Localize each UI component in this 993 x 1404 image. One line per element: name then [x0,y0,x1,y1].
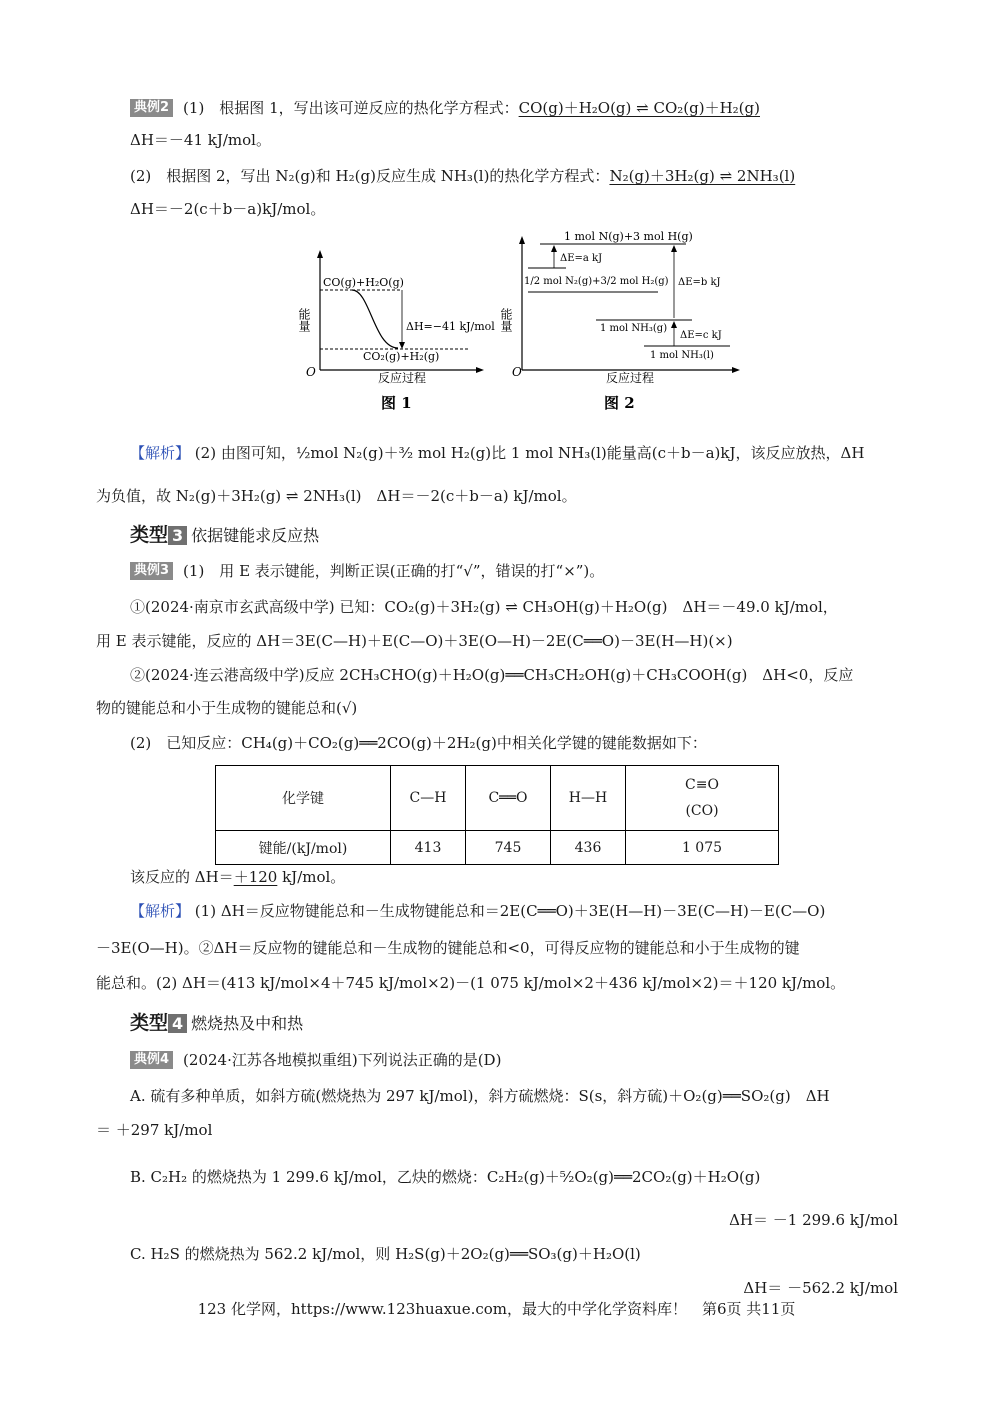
fig1-caption: 图 1 [381,394,412,412]
example4-stem: 典例4 (2024·江苏各地模拟重组)下列说法正确的是(D) [130,1049,501,1071]
example2-dh2: ΔH＝－2(c＋b－a)kJ/mol。 [130,200,326,218]
page-footer: 123 化学网，https://www.123huaxue.com，最大的中学化学资料库！ 第6页 共11页 [197,1300,796,1318]
fig2-caption: 图 2 [604,394,635,412]
example2-answer1: CO(g)＋H₂O(g) ⇌ CO₂(g)＋H₂(g) [518,99,760,117]
example2-tag: 典例2 [130,99,173,117]
option-c-line1: C. H₂S 的燃烧热为 562.2 kJ/mol，则 H₂S(g)＋2O₂(g)══SO₃(g)＋H₂O(l) [130,1245,641,1263]
option-b-line1: B. C₂H₂ 的燃烧热为 1 299.6 kJ/mol，乙炔的燃烧：C₂H₂(g)＋⁵⁄₂O₂(g)══2CO₂(g)＋H₂O(g) [130,1168,761,1186]
table-header-bond: 化学键 [216,766,391,831]
fig1-ylabel: 能量 [297,308,311,332]
example3-item2a: ②(2024·连云港高级中学)反应 2CH₃CHO(g)＋H₂O(g)══CH₃CH₂OH(g)＋CH₃COOH(g) ΔH<0，反应 [130,666,854,684]
fig2-eb: ΔE=b kJ [678,277,721,288]
analysis2-line2: －3E(O—H)。②ΔH＝反应物的键能总和－生成物的键能总和<0，可得反应物的键能总和小于生成物的键 [96,939,800,957]
svg-text:O: O [512,365,522,379]
fig2-ylabel: 能量 [499,308,513,332]
example3-answer: 该反应的 ΔH＝＋120 kJ/mol。 [130,868,346,886]
figure-2 [499,228,748,418]
svg-text:O: O [306,365,316,379]
example2-q1: 典例2 (1) 根据图 1，写出该可逆反应的热化学方程式：CO(g)＋H₂O(g) ⇌ CO₂(g)＋H₂(g) [130,97,760,119]
example2-q2: (2) 根据图 2，写出 N₂(g)和 H₂(g)反应生成 NH₃(l)的热化学方程式：N₂(g)＋3H₂(g) ⇌ 2NH₃(l) [130,167,796,185]
fig1-products: CO₂(g)+H₂(g) [363,350,440,363]
fig2-ec: ΔE=c kJ [680,330,722,341]
fig2-nh3l: 1 mol NH₃(l) [650,350,714,361]
example3-item1a: ①(2024·南京市玄武高级中学) 已知：CO₂(g)＋3H₂(g) ⇌ CH₃OH(g)＋H₂O(g) ΔH＝－49.0 kJ/mol， [130,598,838,616]
analysis1-line1: 【解析】 (2) 由图可知，½mol N₂(g)＋³⁄₂ mol H₂(g)比 1 mol NH₃(l)能量高(c＋b－a)kJ，该反应放热，ΔH [130,444,865,462]
fig2-nh3g: 1 mol NH₃(g) [600,323,668,334]
example2-answer2: N₂(g)＋3H₂(g) ⇌ 2NH₃(l) [609,167,796,185]
fig1-dh: ΔH=−41 kJ/mol [406,320,495,333]
example3-item2b: 物的键能总和小于生成物的键能总和(√) [96,699,358,717]
fig1-xlabel: 反应过程 [378,371,427,385]
fig2-xlabel: 反应过程 [606,371,655,385]
option-a-line2: ＝ ＋297 kJ/mol [96,1121,213,1139]
example2-dh1: ΔH＝－41 kJ/mol。 [130,131,271,149]
example3-q1: 典例3 (1) 用 E 表示键能，判断正误(正确的打“√”，错误的打“×”)。 [130,560,604,582]
type3-heading: 类型 3 依据键能求反应热 [130,524,320,546]
analysis2-line3: 能总和。(2) ΔH＝(413 kJ/mol×4＋745 kJ/mol×2)－(1 075 kJ/mol×2＋436 kJ/mol×2)＝＋120 kJ/mol。 [96,974,846,992]
fig1-reactants: CO(g)+H₂O(g) [323,276,404,289]
example4-tag: 典例4 [130,1051,173,1069]
table-row-label: 键能/(kJ/mol) [216,831,391,865]
fig2-mid: 1/2 mol N₂(g)+3/2 mol H₂(g) [524,276,669,287]
bond-energy-table: 化学键 C—H C══O H—H C≡O (CO) 键能/(kJ/mol) 413 745 436 1 075 [215,765,779,865]
fig2-top: 1 mol N(g)+3 mol H(g) [564,230,693,243]
example3-tag: 典例3 [130,562,173,580]
type4-heading: 类型 4 燃烧热及中和热 [130,1012,304,1034]
option-c-line2: ΔH＝ －562.2 kJ/mol [743,1279,898,1297]
example3-item1b: 用 E 表示键能，反应的 ΔH＝3E(C—H)＋E(C—O)＋3E(O—H)－2E(C══O)－3E(H—H)(×) [96,632,733,650]
option-b-line2: ΔH＝ －1 299.6 kJ/mol [729,1211,898,1229]
fig2-ea: ΔE=a kJ [560,253,603,264]
example3-q2: (2) 已知反应：CH₄(g)＋CO₂(g)══2CO(g)＋2H₂(g)中相关化学键的键能数据如下： [130,734,707,752]
figure-1 [298,248,498,418]
analysis1-line2: 为负值，故 N₂(g)＋3H₂(g) ⇌ 2NH₃(l) ΔH＝－2(c＋b－a) kJ/mol。 [96,487,577,505]
analysis2-line1: 【解析】 (1) ΔH＝反应物键能总和－生成物键能总和＝2E(C══O)＋3E(H—H)－3E(C—H)－E(C—O) [130,902,826,920]
option-a-line1: A. 硫有多种单质，如斜方硫(燃烧热为 297 kJ/mol)，斜方硫燃烧：S(s，斜方硫)＋O₂(g)══SO₂(g) ΔH [130,1087,830,1105]
